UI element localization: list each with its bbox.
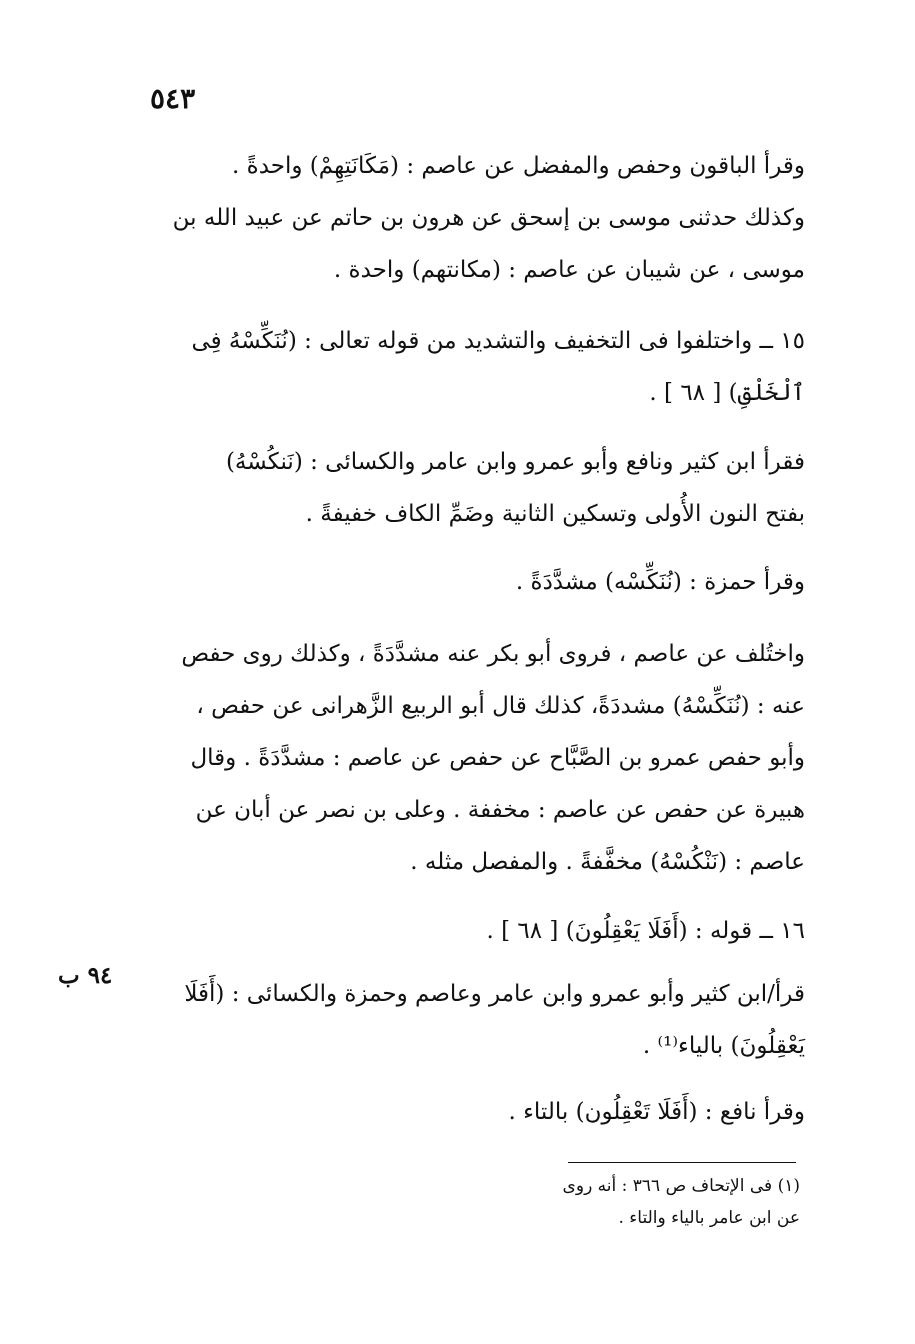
text-line: قرأ/ابن كثير وأبو عمرو وابن عامر وعاصم وحمزة والكسائى : (أَفَلَا [184, 981, 805, 1007]
paragraph-1 [140, 140, 805, 296]
text-line: واختُلف عن عاصم ، فروى أبو بكر عنه مشدَّدَةً ، وكذلك روى حفص [181, 641, 805, 667]
text-line: هبيرة عن حفص عن عاصم : مخففة . وعلى بن نصر عن أبان عن [195, 797, 805, 823]
footnote-line: عن ابن عامر بالياء والتاء . [618, 1208, 800, 1228]
text-line: ١٥ ــ واختلفوا فى التخفيف والتشديد من قوله تعالى : (نُنَكِّسْهُ فِى [191, 328, 805, 354]
footnote [450, 1170, 800, 1234]
paragraph-6 [140, 905, 805, 957]
paragraph-4 [140, 556, 805, 608]
text-line: وأبو حفص عمرو بن الصَّبَّاح عن حفص عن عاصم : مشدَّدَةً . وقال [190, 745, 805, 771]
paragraph-7 [140, 968, 805, 1072]
paragraph-8 [140, 1086, 805, 1138]
paragraph-3 [140, 436, 805, 540]
paragraph-5 [140, 628, 805, 888]
footnote-rule [568, 1162, 796, 1163]
paragraph-2 [140, 315, 805, 419]
text-line: عاصم : (نَنْكُسْهُ) مخفَّفةً . والمفصل مثله . [410, 849, 805, 875]
margin-folio-note: ٩٤ ب [58, 962, 113, 989]
page-number: ٥٤٣ [150, 82, 196, 115]
text-line: ٱلْخَلْقِ) [ ٦٨ ] . [649, 380, 805, 406]
text-line: موسى ، عن شيبان عن عاصم : (مكانتهم) واحدة . [333, 257, 805, 283]
text-line: عنه : (نُنَكِّسْهُ) مشددَةً، كذلك قال أبو الربيع الزَّهرانى عن حفص ، [196, 693, 805, 719]
text-line: وقرأ حمزة : (نُنَكِّسْه) مشدَّدَةً . [515, 569, 805, 595]
text-line: وكذلك حدثنى موسى بن إسحق عن هرون بن حاتم عن عبيد الله بن [172, 205, 805, 231]
text-line: وقرأ الباقون وحفص والمفضل عن عاصم : (مَكَانَتِهِمْ) واحدةً . [232, 153, 805, 179]
text-line: وقرأ نافع : (أَفَلَا تَعْقِلُون) بالتاء . [508, 1099, 805, 1125]
text-line: فقرأ ابن كثير ونافع وأبو عمرو وابن عامر والكسائى : (نَنكُسْهُ) [225, 449, 805, 475]
footnote-line: (١) فى الإتحاف ص ٣٦٦ : أنه روى [562, 1176, 800, 1196]
text-line: ١٦ ــ قوله : (أَفَلَا يَعْقِلُونَ) [ ٦٨ ] . [486, 918, 805, 944]
text-line: بفتح النون الأُولى وتسكين الثانية وضَمِّ الكاف خفيفةً . [305, 501, 805, 527]
text-line: يَعْقِلُونَ) بالياء⁽¹⁾ . [642, 1033, 805, 1059]
